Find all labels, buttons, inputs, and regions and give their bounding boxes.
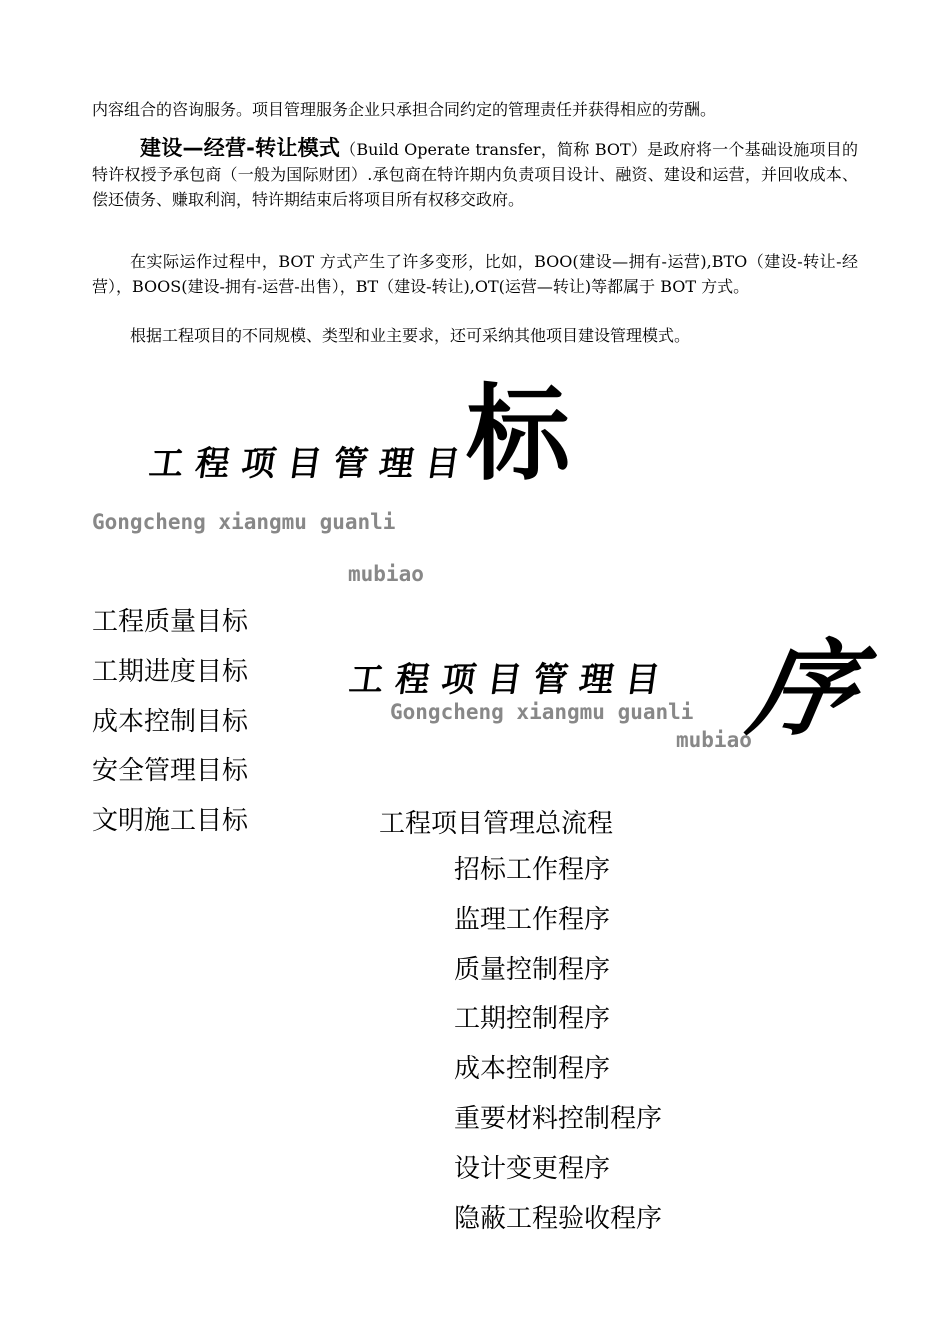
goals-list <box>92 598 248 847</box>
paragraph-other-modes: 根据工程项目的不同规模、类型和业主要求，还可采纳其他项目建设管理模式。 <box>130 326 691 345</box>
procedure-item: 重要材料控制程序 <box>454 1103 663 1134</box>
paragraph-bot-definition <box>92 136 858 212</box>
paragraph-bot-variants: 在实际运作过程中，BOT 方式产生了许多变形，比如，BOO(建设—拥有-运营),BTO（建设-转让-经营），BOOS(建设-拥有-运营-出售），BT（建设-转让),OT(运营—转让)等都属于 BOT 方式。 <box>92 252 858 296</box>
procedures-big-char: 序 <box>741 627 867 750</box>
procedure-item: 招标工作程序 <box>454 855 611 885</box>
procedures-pinyin-line1: Gongcheng xiangmu guanli <box>390 700 694 724</box>
procedure-item: 监理工作程序 <box>454 904 611 935</box>
procedure-item: 隐蔽工程验收程序 <box>454 1203 663 1234</box>
goals-pinyin-line2: mubiao <box>348 562 424 586</box>
procedure-item: 成本控制程序 <box>454 1054 611 1085</box>
goal-item: 文明施工目标 <box>92 806 249 837</box>
goals-pinyin-line1: Gongcheng xiangmu guanli <box>92 510 396 534</box>
goals-big-char: 标 <box>466 372 571 495</box>
procedures-heading: 工程项目管理目 <box>346 660 675 700</box>
bot-definition-text: （Build Operate transfer，简称 BOT）是政府将一个基础设施项目的特许权授予承包商（一般为国际财团）.承包商在特许期内负责项目设计、融资、建设和运营，并回收成本、偿还债务、赚取利润，特许期结束后将项目所有权移交政府。 <box>92 140 858 209</box>
procedures-pinyin-line2: mubiao <box>676 728 752 752</box>
paragraph-consulting: 内容组合的咨询服务。项目管理服务企业只承担合同约定的管理责任并获得相应的劳酬。 <box>92 100 717 119</box>
goal-item: 工期进度目标 <box>92 656 249 687</box>
procedure-item: 设计变更程序 <box>454 1153 611 1184</box>
procedures-list <box>454 846 662 1244</box>
goal-item: 成本控制目标 <box>92 706 249 737</box>
procedure-item: 工期控制程序 <box>454 1004 611 1035</box>
bot-term: 建设—经营-转让模式 <box>140 136 341 160</box>
procedure-item: 质量控制程序 <box>454 954 611 985</box>
flow-title: 工程项目管理总流程 <box>379 809 614 839</box>
goal-item: 安全管理目标 <box>92 756 249 787</box>
goal-item: 工程质量目标 <box>92 607 249 637</box>
goals-heading: 工程项目管理目 <box>146 444 475 484</box>
